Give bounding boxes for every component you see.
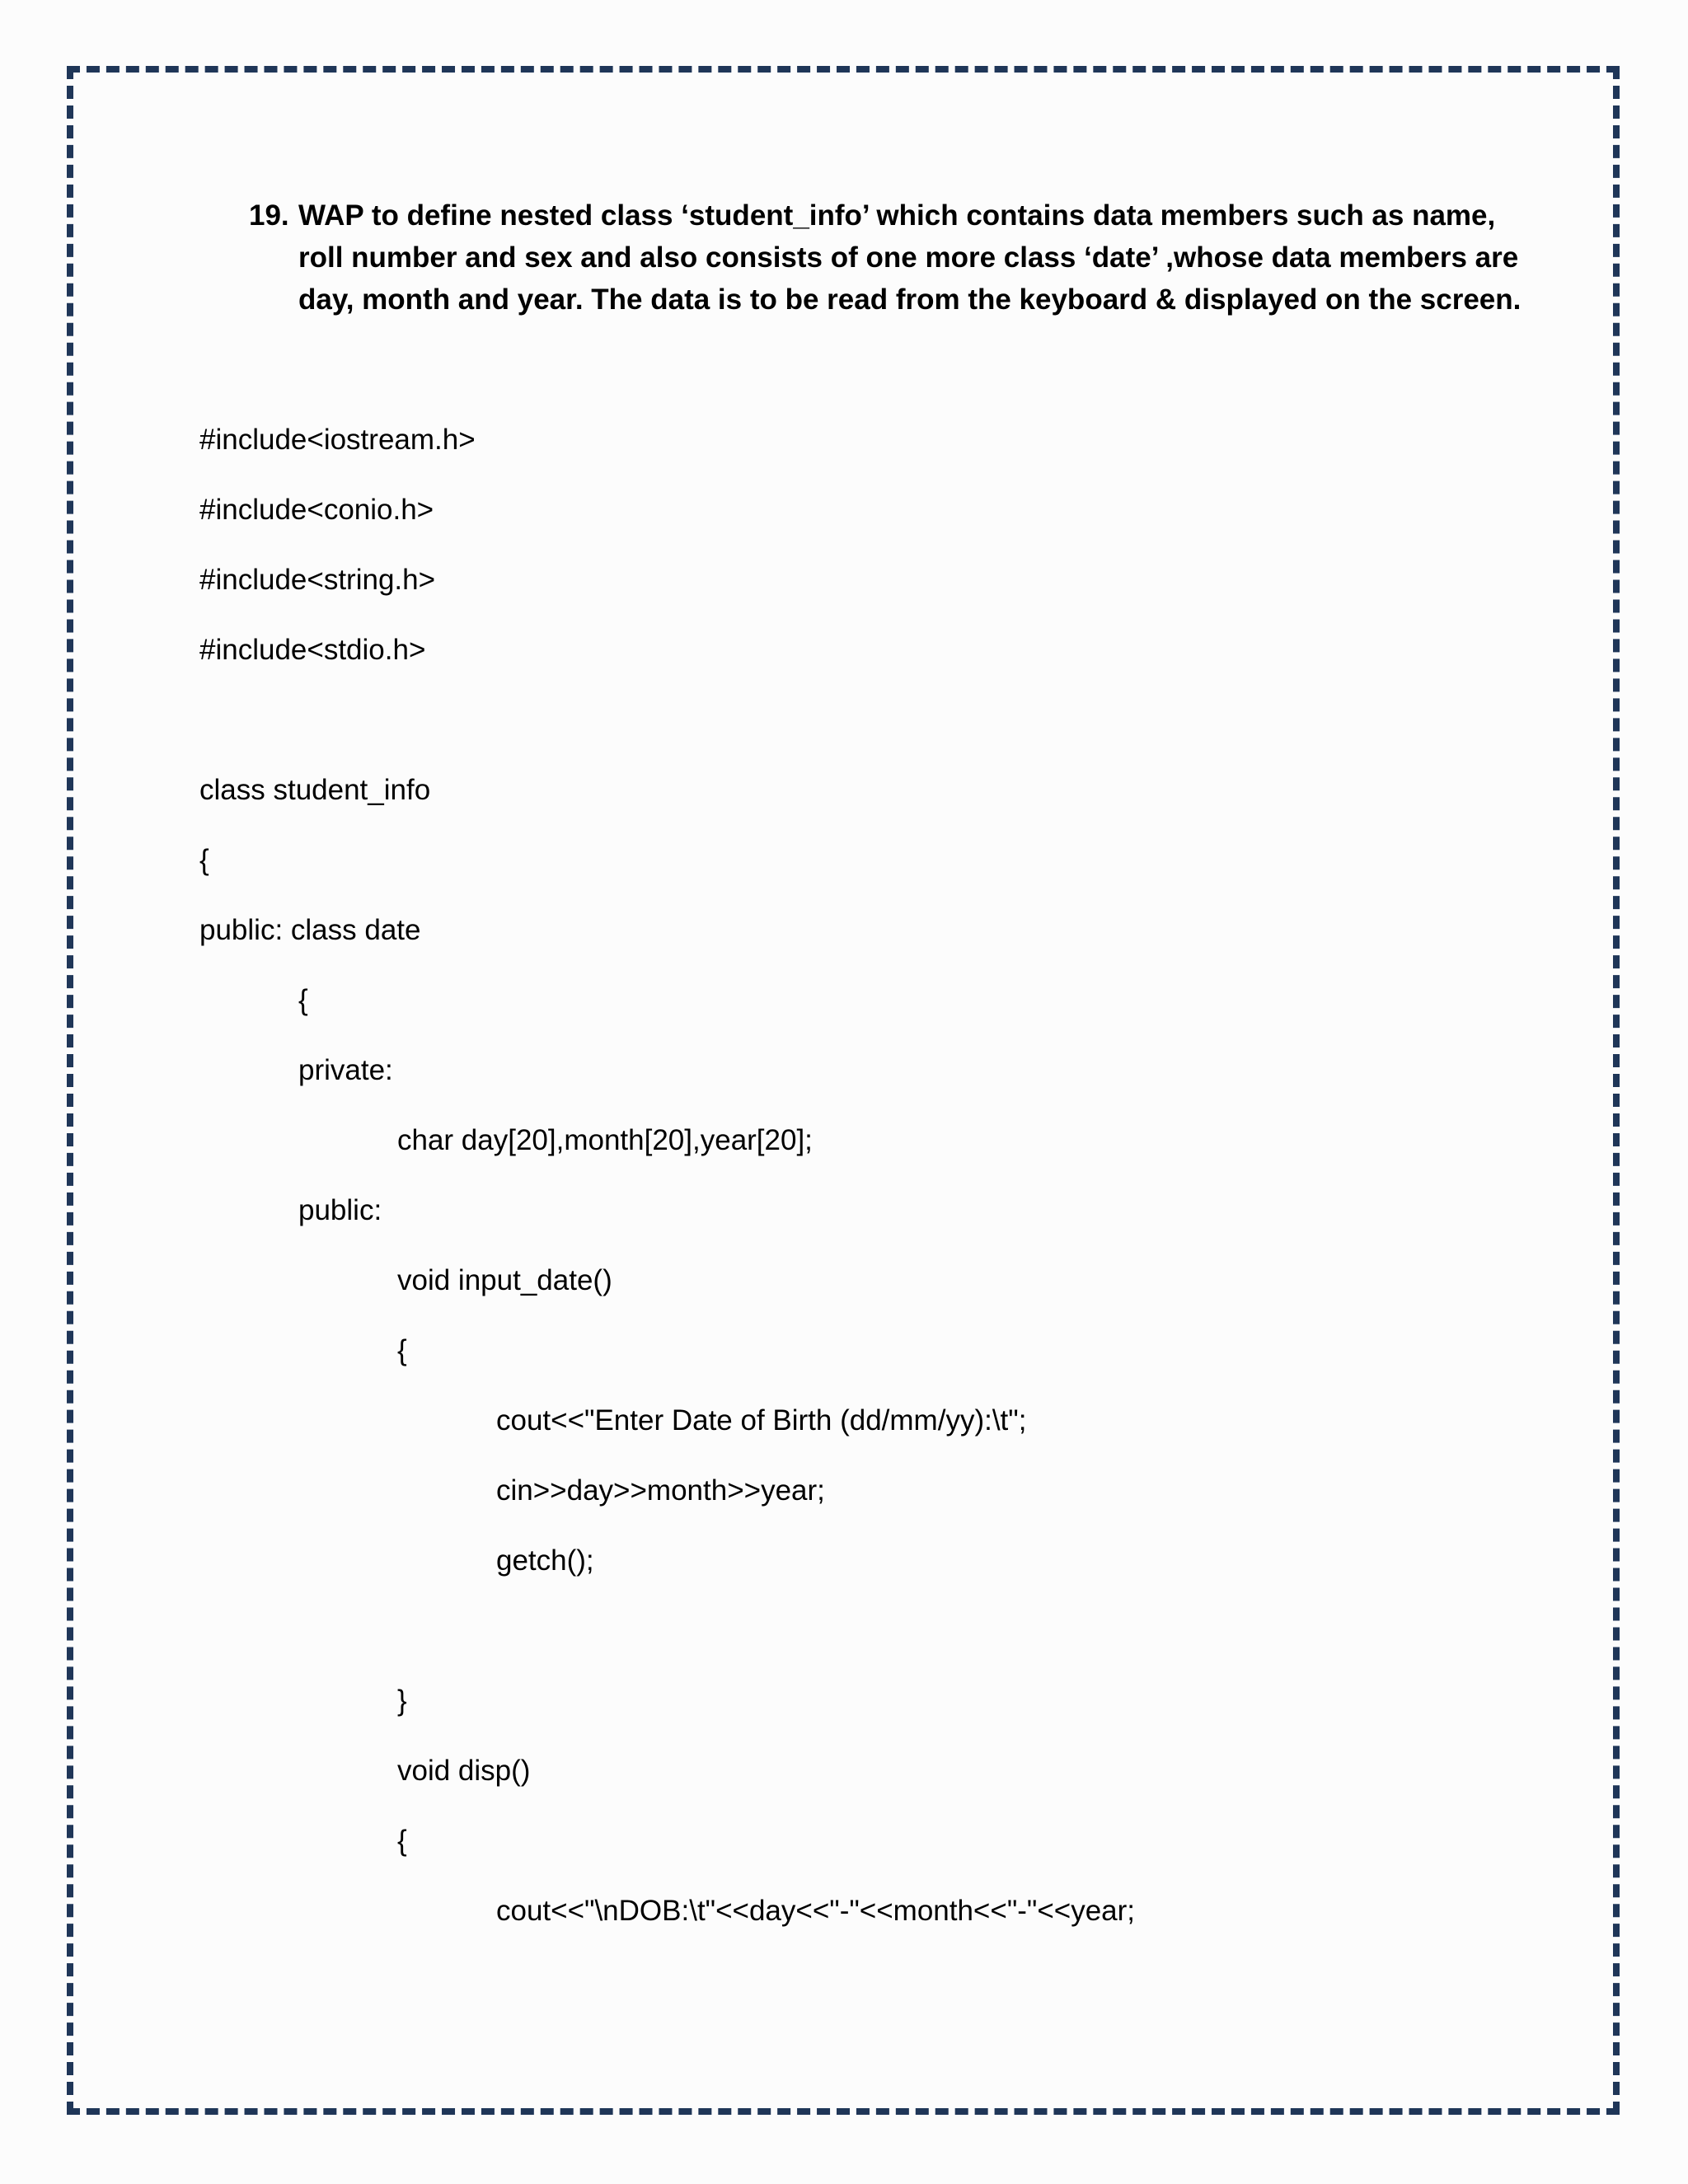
code-line: char day[20],month[20],year[20]; <box>397 1124 813 1156</box>
code-line: void input_date() <box>397 1264 612 1296</box>
code-line: getch(); <box>496 1544 594 1577</box>
question-heading <box>249 194 1535 321</box>
code-line: cout<<"Enter Date of Birth (dd/mm/yy):\t"; <box>496 1404 1027 1436</box>
code-line: cout<<"\nDOB:\t"<<day<<"-"<<month<<"-"<<year; <box>496 1895 1136 1927</box>
code-line: { <box>397 1334 407 1366</box>
code-line: cin>>day>>month>>year; <box>496 1474 825 1507</box>
question-text: WAP to define nested class ‘student_info’ which contains data members such as name, roll number and sex and also consists of one more class ‘date’ ,whose data members are day, month and year. The data is to be read from the keyboard & displayed on the screen. <box>298 199 1522 316</box>
code-line: #include<stdio.h> <box>199 634 426 666</box>
code-line: #include<iostream.h> <box>199 424 476 456</box>
code-line: } <box>397 1685 407 1717</box>
code-line: private: <box>298 1054 393 1086</box>
code-line: { <box>397 1825 407 1857</box>
code-line: #include<conio.h> <box>199 494 434 526</box>
code-line: { <box>298 984 308 1016</box>
code-line: { <box>199 844 209 876</box>
page-border <box>67 66 1620 2115</box>
code-line: class student_info <box>199 774 431 806</box>
code-line: void disp() <box>397 1755 531 1787</box>
code-line: public: class date <box>199 914 421 946</box>
question-number: 19. <box>249 199 289 232</box>
code-line: #include<string.h> <box>199 564 436 596</box>
code-line: public: <box>298 1194 382 1226</box>
